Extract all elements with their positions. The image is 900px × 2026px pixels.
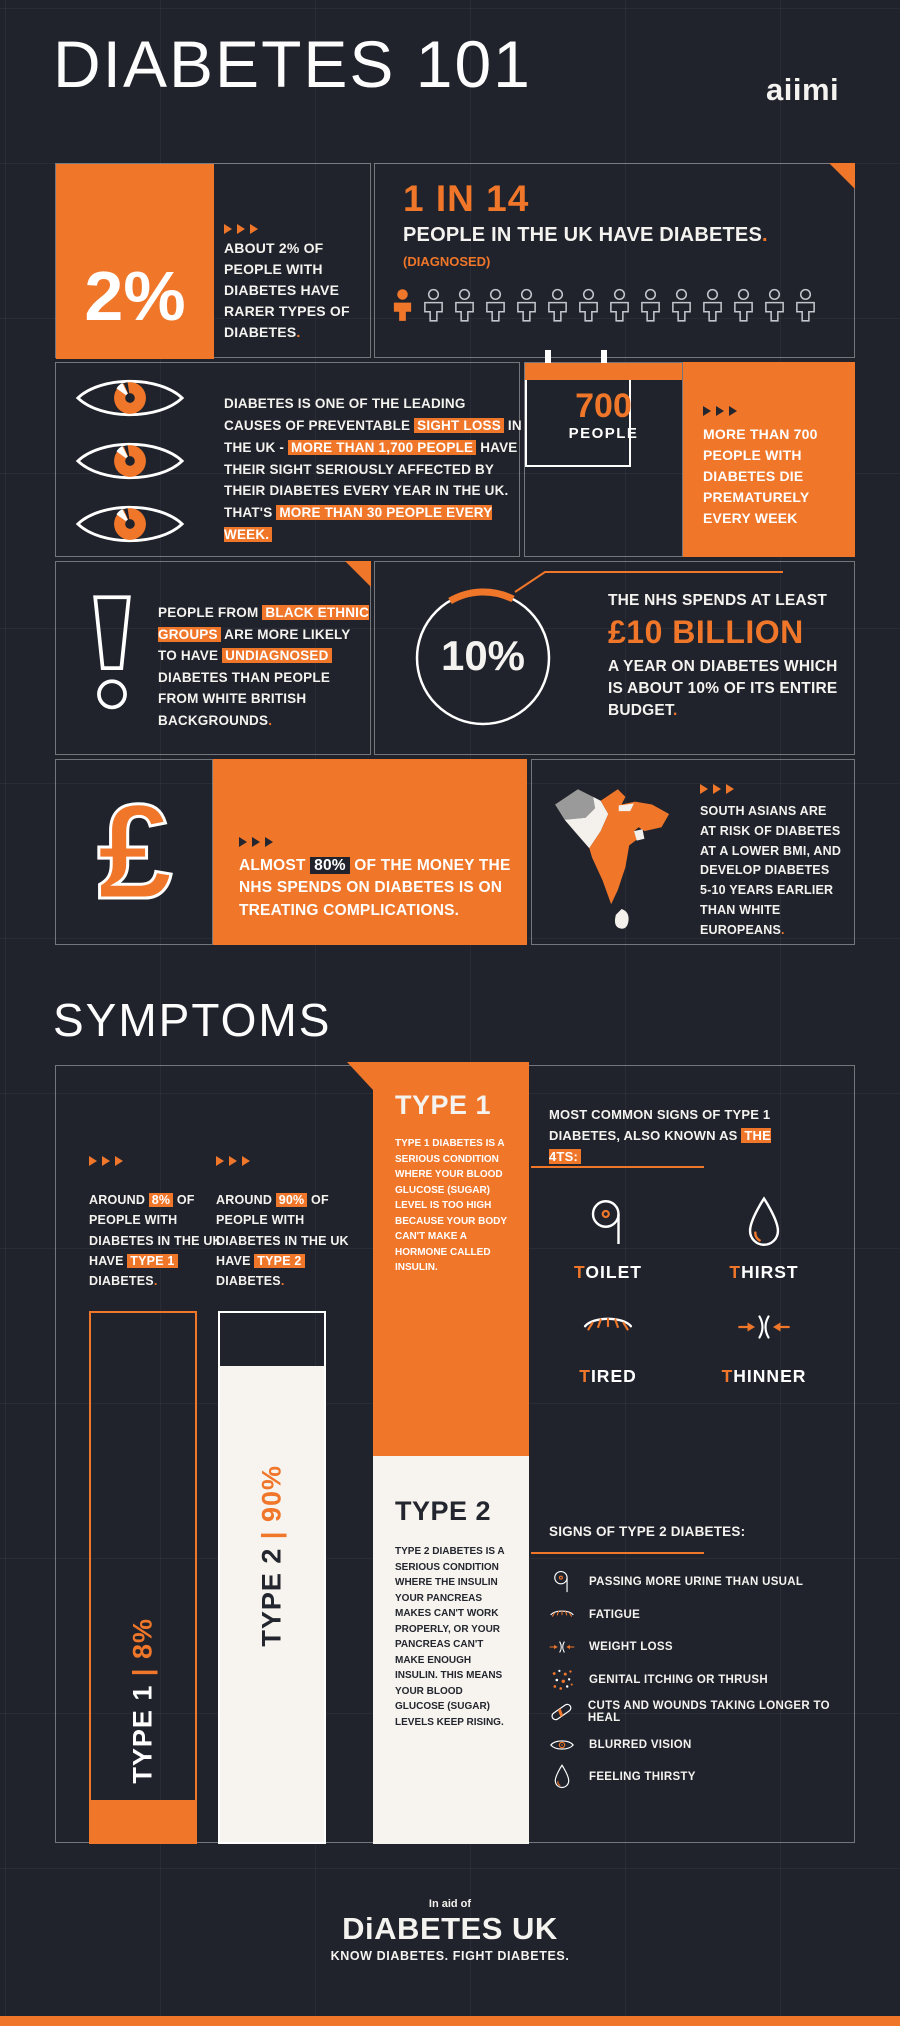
type1-share-stat (89, 1156, 223, 1291)
closed-eye-icon (549, 1602, 575, 1628)
type1-panel-body: TYPE 1 DIABETES IS A SERIOUS CONDITION WHERE YOUR BLOOD GLUCOSE (SUGAR) LEVEL IS TOO HIGH BECAUSE YOUR BODY CAN'T MAKE A HORMONE CALLED INSULIN. (395, 1138, 507, 1273)
type2-signs-list (549, 1566, 854, 1794)
diabetes-uk-logo: DiABETES UK (342, 1911, 558, 1946)
sign-label: FATIGUE (589, 1608, 641, 1621)
sign-label: CUTS AND WOUNDS TAKING LONGER TO HEAL (587, 1700, 830, 1725)
type1-panel-title: TYPE 1 (395, 1090, 492, 1120)
sign-item (549, 1761, 854, 1794)
bar-type1-fill (91, 1800, 195, 1842)
footer (0, 1898, 900, 1963)
water-drop-icon (549, 1764, 575, 1790)
rare-types-card (55, 163, 371, 358)
diabetes-uk-tagline: KNOW DIABETES. FIGHT DIABETES. (330, 1949, 570, 1963)
nhs-line1: THE NHS SPENDS AT LEAST (608, 592, 828, 609)
closed-eye-icon (538, 1296, 678, 1358)
type1-share-text: AROUND 8% OF PEOPLE WITH DIABETES IN THE UK HAVE TYPE 1 DIABETES. (89, 1193, 222, 1288)
person-icon-outline (546, 288, 569, 322)
nhs-line2: A YEAR ON DIABETES WHICH IS ABOUT 10% OF ITS ENTIRE BUDGET. (608, 658, 838, 719)
four-ts-thinner (694, 1296, 834, 1387)
triple-arrow-icon (89, 1156, 223, 1166)
rare-types-text: ABOUT 2% OF PEOPLE WITH DIABETES HAVE RARER TYPES OF DIABETES. (224, 240, 350, 340)
sign-item (549, 1599, 854, 1632)
type2-share-text: AROUND 90% OF PEOPLE WITH DIABETES IN THE UK HAVE TYPE 2 DIABETES. (216, 1193, 349, 1288)
premature-deaths-card (683, 362, 855, 557)
complications-text: ALMOST 80% OF THE MONEY THE NHS SPENDS ON DIABETES IS ON TREATING COMPLICATIONS. (239, 857, 511, 919)
ten-percent-stat: 10% (440, 632, 526, 679)
calendar-icon (525, 363, 639, 467)
sign-item (549, 1566, 854, 1599)
diagnosed-note: (DIAGNOSED) (403, 254, 491, 269)
bar-type1 (89, 1311, 197, 1844)
person-icon-outline (484, 288, 507, 322)
inward-arrows-icon (549, 1634, 575, 1660)
sign-label: GENITAL ITCHING OR THRUSH (589, 1673, 768, 1686)
corner-fold-icon (829, 163, 855, 189)
triple-arrow-icon (700, 784, 734, 794)
sight-loss-card (55, 362, 520, 557)
person-icon-outline (453, 288, 476, 322)
sign-label: PASSING MORE URINE THAN USUAL (589, 1576, 804, 1589)
person-icon-outline (608, 288, 631, 322)
triple-arrow-icon (224, 224, 258, 234)
calendar-label: PEOPLE (568, 425, 639, 442)
dots-icon (549, 1667, 575, 1693)
person-icon-outline (794, 288, 817, 322)
sign-label: FEELING THIRSTY (589, 1771, 696, 1784)
eye-icon (74, 433, 186, 494)
people-pictogram (391, 288, 817, 322)
toilet-roll-icon (538, 1192, 678, 1254)
person-icon-outline (763, 288, 786, 322)
complications-card (213, 759, 527, 945)
corner-fold-icon (347, 1062, 373, 1090)
rare-types-orange-block (56, 164, 214, 359)
in-aid-of-text: In aid of (428, 1898, 472, 1910)
person-icon-outline (422, 288, 445, 322)
page-title: DIABETES 101 (53, 27, 532, 101)
person-icon-outline (701, 288, 724, 322)
south-asia-map (538, 772, 690, 932)
one-in-14-headline: 1 IN 14 (403, 178, 530, 219)
corner-fold-icon (345, 561, 371, 587)
bar-type2 (218, 1311, 326, 1844)
toilet-roll-icon (549, 1569, 575, 1595)
symptoms-panel (55, 1065, 855, 1843)
south-asia-text: SOUTH ASIANS ARE AT RISK OF DIABETES AT A LOWER BMI, AND DEVELOP DIABETES 5-10 YEARS EARLIER THAN WHITE EUROPEANS. (700, 804, 842, 937)
four-ts-tired (538, 1296, 678, 1387)
divider-rule (531, 1552, 704, 1554)
symptoms-heading: SYMPTOMS (53, 994, 332, 1046)
one-in-14-card (374, 163, 855, 358)
triple-arrow-icon (216, 1156, 350, 1166)
triple-arrow-icon (239, 837, 273, 847)
nhs-amount: £10 BILLION (608, 614, 804, 650)
undiagnosed-text: PEOPLE FROM BLACK ETHNIC GROUPS ARE MORE LIKELY TO HAVE UNDIAGNOSED DIABETES THAN PEOPLE FROM WHITE BRITISH BACKGROUNDS. (158, 605, 370, 728)
four-ts-thirst (694, 1192, 834, 1283)
type2-definition-panel (373, 1456, 529, 1844)
exclamation-icon (84, 592, 140, 725)
person-icon-outline (515, 288, 538, 322)
plaster-icon (549, 1699, 574, 1725)
rare-types-stat: 2% (84, 257, 186, 335)
nhs-spend-card (374, 561, 855, 755)
four-ts-label: THINNER (721, 1366, 807, 1386)
four-ts-toilet (538, 1192, 678, 1283)
person-icon-outline (639, 288, 662, 322)
premature-deaths-text: MORE THAN 700 PEOPLE WITH DIABETES DIE PREMATURELY EVERY WEEK (703, 426, 818, 526)
person-icon-outline (577, 288, 600, 322)
person-icon-outline (670, 288, 693, 322)
triple-arrow-icon (703, 406, 737, 416)
person-icon-outline (732, 288, 755, 322)
calendar-card (524, 362, 683, 557)
sign-item (549, 1631, 854, 1664)
sign-item (549, 1696, 854, 1729)
bar-type1-label: TYPE 1 | 8% (127, 1618, 158, 1784)
south-asia-card (531, 759, 855, 945)
type2-panel-body: TYPE 2 DIABETES IS A SERIOUS CONDITION WHERE THE INSULIN YOUR PANCREAS MAKES CAN'T WORK PROPERLY, OR YOUR PANCREAS CAN'T MAKE ENOUGH INSULIN. THIS MEANS YOUR BLOOD GLUCOSE (SUGAR) LEVELS KEEP RISING. (395, 1546, 505, 1728)
bar-type2-label: TYPE 2 | 90% (256, 1465, 287, 1647)
divider-rule (531, 1166, 704, 1168)
four-ts-label: TIRED (579, 1366, 637, 1386)
sign-label: WEIGHT LOSS (589, 1641, 673, 1654)
four-ts-label: THIRST (729, 1262, 799, 1282)
four-ts-intro: MOST COMMON SIGNS OF TYPE 1 DIABETES, ALSO KNOWN AS THE 4TS: (549, 1107, 771, 1165)
bottom-accent-strip (0, 2016, 900, 2026)
inward-arrows-icon (694, 1296, 834, 1358)
aiimi-logo: aiimi (766, 72, 840, 107)
four-ts-label: TOILET (574, 1262, 642, 1282)
eye-icons-column (74, 370, 186, 557)
pound-icon: £ (97, 776, 173, 927)
sign-item (549, 1729, 854, 1762)
water-drop-icon (694, 1192, 834, 1254)
eye-icon (549, 1732, 575, 1758)
type2-signs-heading: SIGNS OF TYPE 2 DIABETES: (549, 1524, 746, 1539)
one-in-14-subhead: PEOPLE IN THE UK HAVE DIABETES. (403, 224, 768, 246)
eye-icon (74, 496, 186, 557)
sign-item (549, 1664, 854, 1697)
undiagnosed-card (55, 561, 371, 755)
eye-icon (74, 370, 186, 431)
type1-definition-panel (373, 1062, 529, 1456)
sight-loss-text: DIABETES IS ONE OF THE LEADING CAUSES OF PREVENTABLE SIGHT LOSS IN THE UK - MORE THAN 1,700 PEOPLE HAVE THEIR SIGHT SERIOUSLY AFFECTED BY THEIR DIABETES EVERY YEAR IN THE UK. THAT'S MORE THAN 30 PEOPLE EVERY WEEK. (224, 396, 522, 543)
person-icon-filled (391, 288, 414, 322)
pound-card (55, 759, 213, 945)
type2-panel-title: TYPE 2 (395, 1496, 492, 1526)
calendar-number: 700 (575, 387, 632, 425)
calendar-header-band (525, 363, 682, 380)
sign-label: BLURRED VISION (589, 1738, 692, 1751)
type2-share-stat (216, 1156, 350, 1291)
